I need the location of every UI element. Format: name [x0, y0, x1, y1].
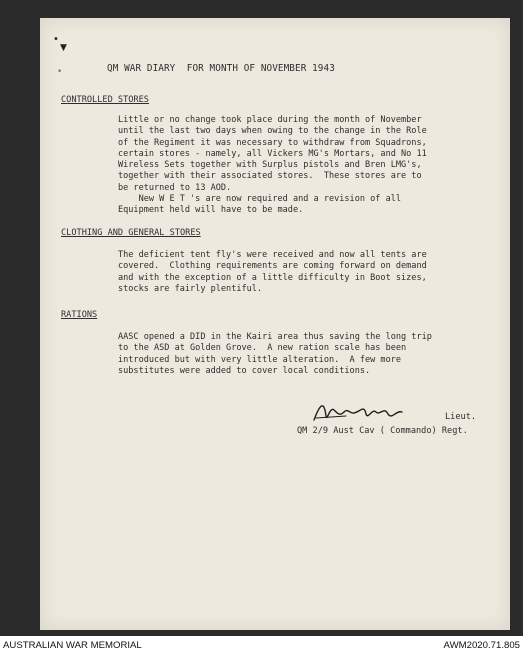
document-title: QM WAR DIARY FOR MONTH OF NOVEMBER 1943 — [107, 63, 335, 74]
footer-accession-number: AWM2020.71.805 — [443, 640, 520, 651]
footer-institution: AUSTRALIAN WAR MEMORIAL — [3, 640, 142, 651]
signature-unit: QM 2/9 Aust Cav ( Commando) Regt. — [297, 426, 468, 436]
document-page — [40, 18, 510, 630]
signature-rank: Lieut. — [445, 412, 477, 422]
section-heading-controlled-stores: CONTROLLED STORES — [61, 95, 149, 105]
pin-mark: • — [57, 67, 63, 77]
handwritten-signature — [310, 396, 406, 426]
section-body-rations: AASC opened a DID in the Kairi area thus saving the long trip to the ASD at Golden Grove. A new ration scale has been introduced but with very little alteration. A few more substitutes were added to cover local conditions. — [118, 332, 432, 376]
punch-mark: • — [53, 34, 59, 45]
section-body-clothing: The deficient tent fly's were received and now all tents are covered. Clothing requirements are coming forward on demand and with the exception of a little difficulty in Boot sizes, stocks are fairly plentiful. — [118, 250, 427, 294]
section-body-controlled-stores: Little or no change took place during the month of November until the last two days when owing to the change in the Role of the Regiment it was necessary to withdraw from Squadrons, certain stores - namely, all Vickers MG's Mortars, and No 11 Wireless Sets together with Surplus pistols and Bren LMG's, together with their associated stores. These stores are to be returned to 13 AOD. New W E T 's are now required and a revision of all Equipment held will have to be made. — [118, 115, 427, 216]
corner-triangle-mark: ▼ — [60, 43, 67, 53]
section-heading-rations: RATIONS — [61, 310, 98, 320]
section-heading-clothing: CLOTHING AND GENERAL STORES — [61, 228, 201, 238]
